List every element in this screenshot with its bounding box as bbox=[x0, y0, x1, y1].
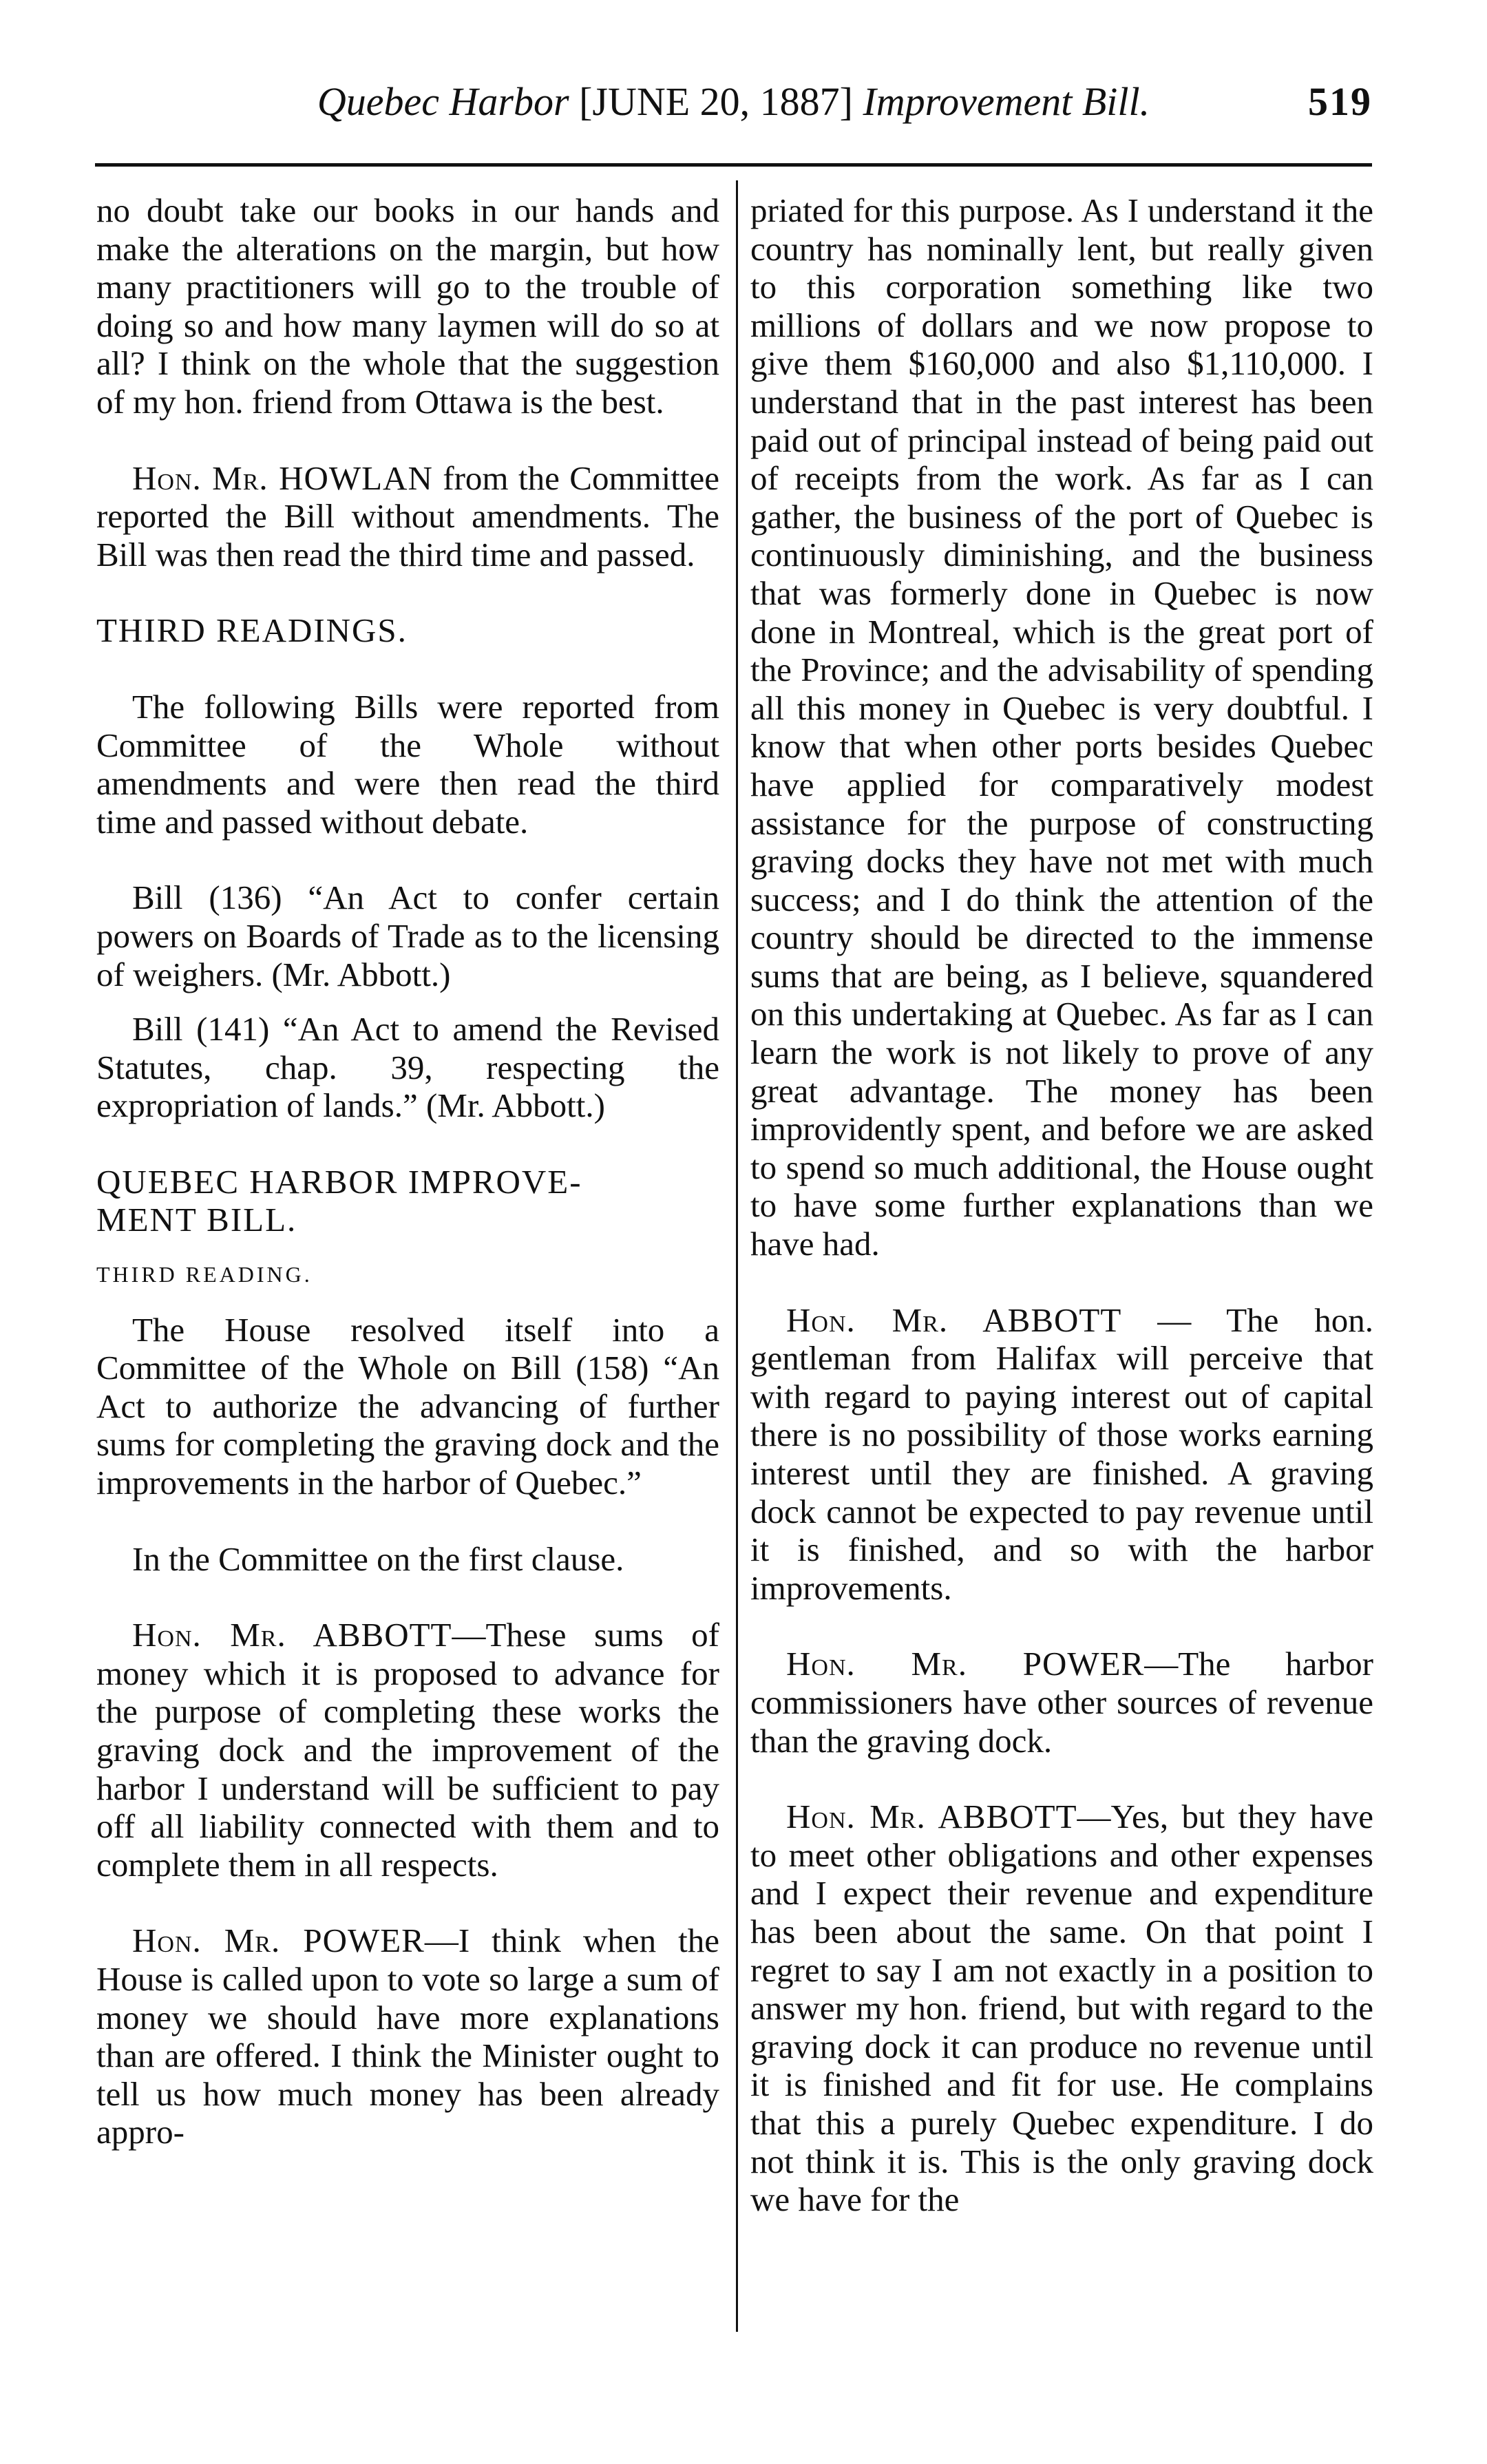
spacer bbox=[96, 1125, 719, 1163]
left-column bbox=[96, 191, 719, 2151]
speech-text: —The harbor commissioners have other sources of revenue than the graving dock. bbox=[750, 1645, 1373, 1760]
spacer bbox=[750, 1263, 1373, 1301]
paragraph: The House resolved itself into a Committee of the Whole on Bill (158) “An Act to authorize the advancing of further sums for completing the graving dock and the improvements in the harbor of Quebec.” bbox=[96, 1310, 719, 1502]
speech-text: —I think when the House is called upon to vote so large a sum of money we should have more explanations than are offered. I think the Minister ought to tell us how much money has been already appro- bbox=[96, 1921, 719, 2151]
spacer bbox=[96, 650, 719, 688]
speech-text: —Yes, but they have to meet other obligations and other expenses and I expect their revenue and expenditure has been about the same. On that point I regret to say I am not exactly in a position to answer my hon. friend, but with regard to the graving dock it can produce no revenue until it is finished and fit for use. He complains that this a purely Quebec expenditure. I do not think it is. This is the only graving dock we have for the bbox=[750, 1798, 1373, 2219]
speech-paragraph bbox=[96, 1616, 719, 1884]
speech-paragraph bbox=[750, 1301, 1373, 1608]
paragraph: The following Bills were reported from Committee of the Whole without amendments and were then read the third time and passed without debate. bbox=[96, 687, 719, 841]
spacer bbox=[96, 993, 719, 1010]
speech-paragraph bbox=[750, 1798, 1373, 2219]
section-heading: THIRD READINGS. bbox=[96, 611, 408, 650]
section-subheading: THIRD READING. bbox=[96, 1262, 313, 1287]
running-head-left-title: Quebec Harbor bbox=[317, 79, 569, 124]
running-head-date: [JUNE 20, 1887] bbox=[579, 79, 853, 124]
speaker-name: Hon. Mr. ABBOTT bbox=[786, 1301, 1122, 1339]
speech-paragraph bbox=[96, 459, 719, 574]
header-rule bbox=[95, 163, 1372, 167]
bill-entry: Bill (141) “An Act to amend the Revised Statutes, chap. 39, respecting the expropriation of lands.” (Mr. Abbott.) bbox=[96, 1010, 719, 1125]
spacer bbox=[750, 1607, 1373, 1645]
paragraph: priated for this purpose. As I understand it the country has nominally lent, but really given to this corporation something like two millions of dollars and we now propose to give them $160,000 and also $1,110,000. I understand that in the past interest has been paid out of principal instead of being paid out of receipts from the work. As far as I can gather, the business of the port of Quebec is continuously diminishing, and the business that was formerly done in Quebec is now done in Montreal, which is the great port of the Province; and the advisability of spending all this money in Quebec is very doubtful. I know that when other ports besides Quebec have applied for comparatively modest assistance for the purpose of constructing graving docks they have not met with much success; and I do think the attention of the country should be directed to the immense sums that are being, as I believe, squandered on this undertaking at Quebec. As far as I can learn the work is not likely to prove of any great advantage. The money has been improvidently spent, and before we are asked to spend so much additional, the House ought to have some further explanations than we have had. bbox=[750, 191, 1373, 1263]
spacer bbox=[750, 1760, 1373, 1798]
speaker-name: Hon. Mr. ABBOTT bbox=[786, 1798, 1077, 1836]
speech-text: —These sums of money which it is proposed to advance for the purpose of completing these works the graving dock and the improvement of the harbor I understand will be sufficient to pay off all liability connected with them and to complete them in all respects. bbox=[96, 1616, 719, 1884]
speech-text: from the Committee reported the Bill without amendments. The Bill was then read the third time and passed. bbox=[96, 459, 720, 573]
spacer bbox=[96, 1294, 719, 1311]
paragraph: no doubt take our books in our hands and make the alterations on the margin, but how many practitioners will go to the trouble of doing so and how many laymen will do so at all? I think on the whole that the suggestion of my hon. friend from Ottawa is the best. bbox=[96, 191, 719, 421]
speaker-name: Hon. Mr. ABBOTT bbox=[132, 1616, 452, 1654]
bill-entry: Bill (136) “An Act to confer certain powers on Boards of Trade as to the licensing of weighers. (Mr. Abbott.) bbox=[96, 878, 719, 993]
speaker-name: Hon. Mr. HOWLAN bbox=[132, 459, 433, 497]
speaker-name: Hon. Mr. POWER bbox=[786, 1645, 1145, 1683]
spacer bbox=[96, 1884, 719, 1921]
spacer bbox=[96, 421, 719, 459]
speech-text: — The hon. gentleman from Halifax will perceive that with regard to paying interest out of capital there is no possibility of those works earning interest until they are finished. A graving dock cannot be expected to pay revenue until it is finished, and so with the harbor improvements. bbox=[750, 1301, 1374, 1607]
spacer bbox=[96, 573, 719, 611]
running-head bbox=[95, 74, 1372, 129]
right-column bbox=[750, 191, 1373, 2219]
spacer bbox=[96, 1578, 719, 1616]
speaker-name: Hon. Mr. POWER bbox=[132, 1921, 425, 1960]
section-heading: MENT BILL. bbox=[96, 1201, 297, 1239]
running-head-right-title: Improvement Bill. bbox=[863, 79, 1150, 124]
spacer bbox=[96, 841, 719, 878]
column-divider bbox=[736, 180, 738, 2332]
page-number: 519 bbox=[1308, 79, 1372, 124]
section-heading: QUEBEC HARBOR IMPROVE- bbox=[96, 1162, 582, 1201]
running-head-title bbox=[95, 74, 1372, 129]
spacer bbox=[96, 1502, 719, 1540]
paragraph: In the Committee on the first clause. bbox=[132, 1539, 624, 1578]
speech-paragraph bbox=[96, 1921, 719, 2151]
speech-paragraph bbox=[750, 1645, 1373, 1760]
spacer bbox=[96, 1239, 719, 1256]
